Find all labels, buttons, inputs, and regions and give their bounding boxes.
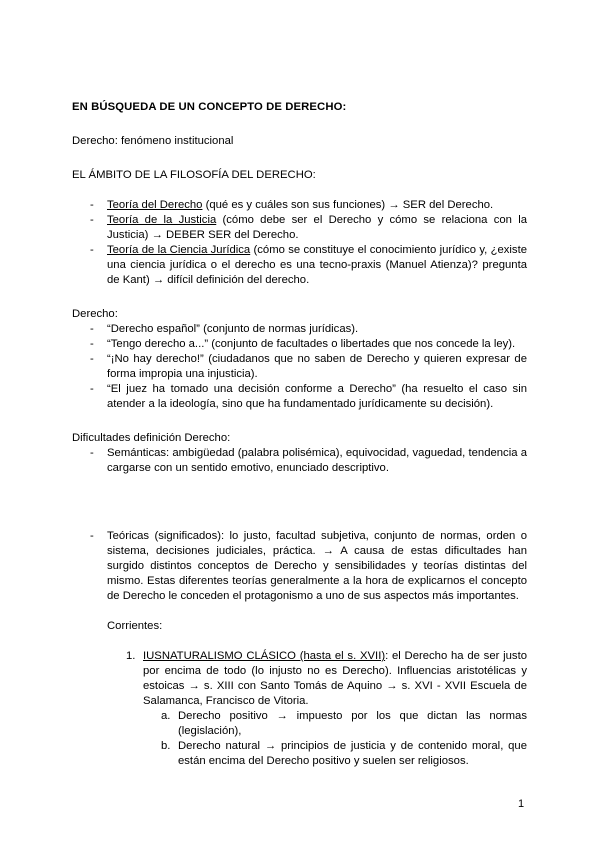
list-item (72, 213, 527, 243)
subtitle: Derecho: fenómeno institucional (72, 135, 234, 147)
corrientes-list (72, 649, 527, 769)
page-number: 1 (518, 798, 525, 810)
list-item-text: (cómo debe ser el Derecho y cómo se relaciona con la Justicia) → DEBER SER del Derecho. (107, 214, 527, 241)
sub-item-letter: b. (161, 740, 171, 752)
derecho-list (72, 322, 527, 412)
sub-item (143, 709, 527, 739)
corriente-number: 1. (126, 650, 136, 662)
list-item: - “Derecho español” (conjunto de normas jurídicas). (72, 322, 527, 337)
list-item-semanticas: - Semánticas: ambigüedad (palabra polisémica), equivocidad, vaguedad, tendencia a cargarse con un sentido emotivo, enunciado descriptivo. (72, 446, 527, 476)
list-item-text: (qué es y cuáles son sus funciones) → SER del Derecho. (202, 199, 494, 211)
list-item: - “El juez ha tomado una decisión conforme a Derecho” (ha resuelto el caso sin atender a la ideología, sino que ha fundamentado jurídicamente su decisión). (72, 382, 527, 412)
list-item-term: Teoría del Derecho (107, 199, 203, 211)
dificultades-list-continued (72, 529, 527, 604)
ambito-list (72, 198, 527, 288)
corriente-term: IUSNATURALISMO CLÁSICO (hasta el s. XVII) (143, 650, 386, 662)
document-title: EN BÚSQUEDA DE UN CONCEPTO DE DERECHO: (72, 101, 347, 113)
list-item-term: Teoría de la Ciencia Jurídica (107, 244, 251, 256)
list-item (72, 198, 527, 213)
page-content (72, 100, 527, 769)
corrientes-label: Corrientes: (107, 620, 163, 632)
ambito-heading: EL ÁMBITO DE LA FILOSOFÍA DEL DERECHO: (72, 169, 316, 181)
list-item-text: (cómo se constituye el conocimiento jurídico y, ¿existe una ciencia jurídica o el derecho es una tecno-praxis (Manuel Atienza)? pregunta de Kant) → difícil definición del derecho. (107, 244, 527, 286)
corriente-item (72, 649, 527, 769)
list-item: - “¡No hay derecho!” (ciudadanos que no saben de Derecho y quieren expresar de forma impropia una injusticia). (72, 352, 527, 382)
dificultades-list (72, 446, 527, 476)
corriente-text: : el Derecho ha de ser justo por encima de todo (lo injusto no es Derecho). Influencias aristotélicas y estoicas → s. XIII con Santo Tomás de Aquino → s. XVI - XVII Escuela de Salamanca, Francisco de Vitoria. (143, 650, 527, 707)
dificultades-heading: Dificultades definición Derecho: (72, 432, 231, 444)
list-item-term: Teoría de la Justicia (107, 214, 217, 226)
list-item-teoricas: - Teóricas (significados): lo justo, facultad subjetiva, conjunto de normas, orden o sistema, decisiones judiciales, práctica. → A causa de estas dificultades han surgido distintos conceptos de Derecho y sensibilidades y teorías distintas del mismo. Estas diferentes teorías generalmente a la hora de explicarnos el concepto de Derecho le conceden el protagonismo a uno de sus aspectos más importantes. (72, 529, 527, 604)
sub-item-letter: a. (161, 710, 171, 722)
derecho-heading: Derecho: (72, 308, 118, 320)
sub-item (143, 739, 527, 769)
list-item: - “Tengo derecho a...” (conjunto de facultades o libertades que nos concede la ley). (72, 337, 527, 352)
sub-item-text: Derecho positivo → impuesto por los que dictan las normas (legislación), (178, 710, 527, 737)
corriente-sublist (143, 709, 527, 769)
sub-item-text: Derecho natural → principios de justicia y de contenido moral, que están encima del Derecho positivo y suelen ser religiosos. (178, 740, 527, 767)
list-item (72, 243, 527, 288)
